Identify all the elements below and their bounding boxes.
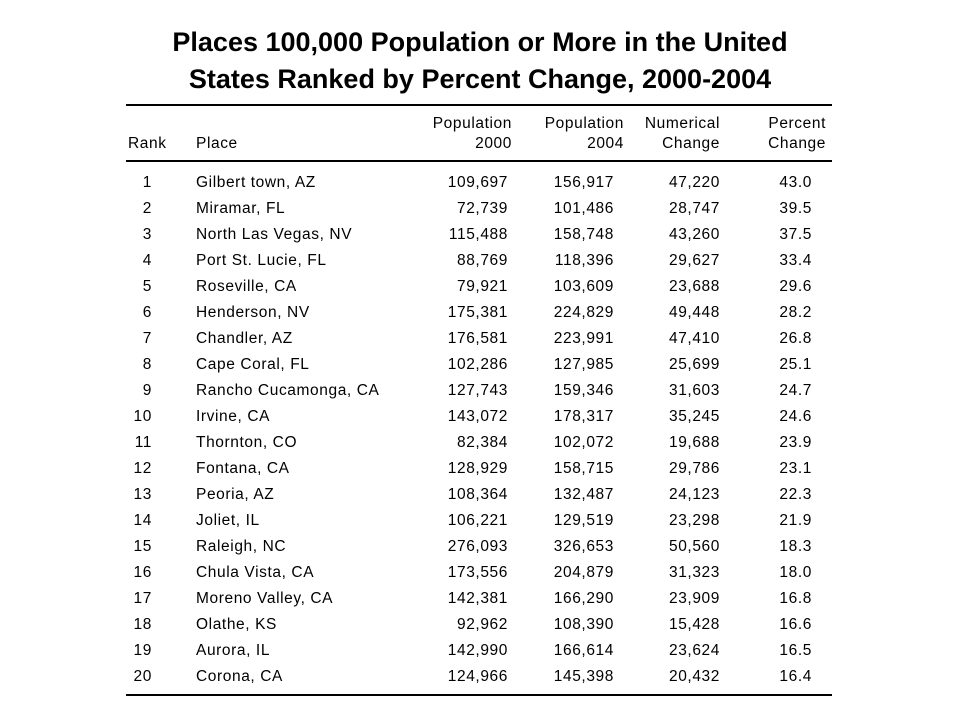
cell-population-2000: 142,381 <box>447 590 508 607</box>
cell-rank: 1 <box>142 174 152 191</box>
cell-numerical-change: 35,245 <box>668 408 720 425</box>
cell-population-2000: 128,929 <box>447 460 508 477</box>
cell-numerical-change: 28,747 <box>668 200 720 217</box>
header-numerical-change-line1: Numerical <box>644 115 720 132</box>
cell-rank: 7 <box>142 330 152 347</box>
cell-population-2004: 118,396 <box>554 252 614 269</box>
cell-population-2004: 127,985 <box>553 356 614 373</box>
table-row <box>0 614 960 640</box>
cell-population-2000: 124,966 <box>447 668 508 685</box>
header-population-2000 <box>433 114 512 154</box>
table-row <box>0 588 960 614</box>
cell-percent-change: 28.2 <box>779 304 812 321</box>
cell-population-2004: 204,879 <box>553 564 614 581</box>
cell-population-2000: 92,962 <box>456 616 508 633</box>
cell-numerical-change: 47,410 <box>668 330 720 347</box>
cell-rank: 10 <box>133 408 152 425</box>
cell-place: Irvine, CA <box>196 408 271 425</box>
cell-rank: 14 <box>133 512 152 529</box>
cell-percent-change: 18.3 <box>779 538 812 555</box>
cell-population-2000: 142,990 <box>447 642 508 659</box>
cell-place: Raleigh, NC <box>196 538 287 555</box>
cell-place: Gilbert town, AZ <box>196 174 316 191</box>
cell-percent-change: 18.0 <box>779 564 812 581</box>
cell-place: Joliet, IL <box>196 512 260 529</box>
header-place: Place <box>196 135 238 152</box>
cell-rank: 2 <box>142 200 152 217</box>
cell-population-2000: 72,739 <box>456 200 508 217</box>
table-row <box>0 328 960 354</box>
cell-population-2004: 224,829 <box>553 304 614 321</box>
cell-population-2000: 108,364 <box>447 486 508 503</box>
cell-place: Fontana, CA <box>196 460 290 477</box>
cell-population-2004: 103,609 <box>553 278 614 295</box>
cell-rank: 9 <box>142 382 152 399</box>
cell-percent-change: 16.6 <box>779 616 812 633</box>
table-row <box>0 406 960 432</box>
cell-numerical-change: 29,627 <box>668 252 720 269</box>
table-row <box>0 302 960 328</box>
cell-rank: 5 <box>142 278 152 295</box>
cell-population-2004: 108,390 <box>553 616 614 633</box>
cell-place: Roseville, CA <box>196 278 297 295</box>
cell-percent-change: 23.9 <box>779 434 812 451</box>
cell-population-2000: 88,769 <box>456 252 508 269</box>
cell-rank: 15 <box>133 538 152 555</box>
cell-population-2004: 166,614 <box>553 642 614 659</box>
cell-percent-change: 29.6 <box>779 278 812 295</box>
cell-numerical-change: 50,560 <box>668 538 720 555</box>
cell-rank: 13 <box>133 486 152 503</box>
table-row <box>0 510 960 536</box>
cell-population-2000: 143,072 <box>447 408 508 425</box>
cell-percent-change: 16.5 <box>779 642 812 659</box>
header-percent-change-line1: Percent <box>768 115 826 132</box>
table-row <box>0 250 960 276</box>
table-top-rule <box>126 104 832 106</box>
cell-percent-change: 21.9 <box>779 512 812 529</box>
table-row <box>0 380 960 406</box>
cell-rank: 18 <box>133 616 152 633</box>
cell-rank: 17 <box>133 590 152 607</box>
cell-population-2004: 159,346 <box>553 382 614 399</box>
cell-place: Henderson, NV <box>196 304 310 321</box>
table-row <box>0 666 960 692</box>
table-header-rule <box>126 160 832 162</box>
table-row <box>0 224 960 250</box>
page-title <box>0 24 960 98</box>
header-population-2004 <box>545 114 624 154</box>
cell-rank: 6 <box>142 304 152 321</box>
cell-percent-change: 23.1 <box>779 460 812 477</box>
cell-numerical-change: 23,624 <box>668 642 720 659</box>
cell-numerical-change: 15,428 <box>668 616 720 633</box>
cell-numerical-change: 43,260 <box>668 226 720 243</box>
cell-place: North Las Vegas, NV <box>196 226 353 243</box>
cell-percent-change: 26.8 <box>779 330 812 347</box>
header-population-2004-line2: 2004 <box>587 135 624 152</box>
cell-population-2004: 145,398 <box>553 668 614 685</box>
cell-population-2004: 178,317 <box>553 408 614 425</box>
header-numerical-change <box>645 114 720 154</box>
cell-rank: 20 <box>133 668 152 685</box>
cell-population-2000: 109,697 <box>447 174 508 191</box>
cell-percent-change: 24.6 <box>779 408 812 425</box>
header-percent-change-line2: Change <box>768 135 826 152</box>
cell-percent-change: 25.1 <box>779 356 812 373</box>
cell-population-2004: 132,487 <box>553 486 614 503</box>
cell-population-2000: 175,381 <box>447 304 508 321</box>
table-row <box>0 276 960 302</box>
cell-numerical-change: 20,432 <box>668 668 720 685</box>
header-percent-change <box>768 114 826 154</box>
cell-place: Aurora, IL <box>196 642 271 659</box>
table-row <box>0 432 960 458</box>
cell-place: Thornton, CO <box>196 434 298 451</box>
table-row <box>0 640 960 666</box>
cell-rank: 19 <box>133 642 152 659</box>
cell-numerical-change: 19,688 <box>668 434 720 451</box>
cell-population-2000: 115,488 <box>448 226 508 243</box>
cell-place: Chandler, AZ <box>196 330 293 347</box>
cell-percent-change: 22.3 <box>779 486 812 503</box>
cell-rank: 16 <box>133 564 152 581</box>
table-row <box>0 198 960 224</box>
cell-numerical-change: 31,603 <box>668 382 720 399</box>
cell-population-2000: 82,384 <box>456 434 508 451</box>
cell-population-2000: 79,921 <box>456 278 508 295</box>
cell-population-2004: 129,519 <box>553 512 614 529</box>
title-line-2: States Ranked by Percent Change, 2000-2004 <box>188 64 772 94</box>
cell-percent-change: 33.4 <box>779 252 812 269</box>
cell-rank: 8 <box>142 356 152 373</box>
table-row <box>0 484 960 510</box>
cell-numerical-change: 23,298 <box>668 512 720 529</box>
cell-rank: 11 <box>134 434 152 451</box>
cell-population-2004: 102,072 <box>553 434 614 451</box>
cell-numerical-change: 25,699 <box>668 356 720 373</box>
title-line-1: Places 100,000 Population or More in the United <box>172 27 788 57</box>
table-row <box>0 172 960 198</box>
cell-place: Miramar, FL <box>196 200 286 217</box>
cell-place: Port St. Lucie, FL <box>196 252 327 269</box>
cell-percent-change: 16.4 <box>779 668 812 685</box>
table-row <box>0 562 960 588</box>
cell-numerical-change: 23,688 <box>668 278 720 295</box>
cell-population-2004: 166,290 <box>553 590 614 607</box>
header-numerical-change-line2: Change <box>662 135 720 152</box>
cell-percent-change: 39.5 <box>779 200 812 217</box>
cell-percent-change: 24.7 <box>779 382 812 399</box>
cell-place: Peoria, AZ <box>196 486 275 503</box>
cell-numerical-change: 23,909 <box>668 590 720 607</box>
cell-percent-change: 16.8 <box>779 590 812 607</box>
cell-place: Cape Coral, FL <box>196 356 310 373</box>
cell-numerical-change: 49,448 <box>668 304 720 321</box>
cell-place: Chula Vista, CA <box>196 564 315 581</box>
cell-population-2004: 158,748 <box>553 226 614 243</box>
table-bottom-rule <box>126 694 832 696</box>
header-rank: Rank <box>128 135 167 152</box>
cell-place: Corona, CA <box>196 668 283 685</box>
cell-numerical-change: 24,123 <box>668 486 720 503</box>
cell-percent-change: 37.5 <box>779 226 812 243</box>
cell-population-2000: 276,093 <box>447 538 508 555</box>
cell-numerical-change: 29,786 <box>668 460 720 477</box>
table-body <box>0 172 960 692</box>
cell-population-2004: 326,653 <box>553 538 614 555</box>
cell-place: Rancho Cucamonga, CA <box>196 382 380 399</box>
cell-population-2004: 223,991 <box>553 330 614 347</box>
header-population-2000-line1: Population <box>432 115 512 132</box>
cell-population-2000: 106,221 <box>447 512 508 529</box>
table-row <box>0 354 960 380</box>
cell-numerical-change: 47,220 <box>668 174 720 191</box>
cell-numerical-change: 31,323 <box>668 564 720 581</box>
cell-population-2004: 101,486 <box>553 200 614 217</box>
table-row <box>0 458 960 484</box>
table-row <box>0 536 960 562</box>
cell-place: Olathe, KS <box>196 616 277 633</box>
cell-rank: 12 <box>133 460 152 477</box>
cell-rank: 4 <box>142 252 152 269</box>
cell-population-2000: 176,581 <box>447 330 508 347</box>
cell-population-2004: 158,715 <box>553 460 614 477</box>
cell-population-2000: 127,743 <box>447 382 508 399</box>
cell-rank: 3 <box>142 226 152 243</box>
cell-percent-change: 43.0 <box>779 174 812 191</box>
header-population-2004-line1: Population <box>544 115 624 132</box>
cell-population-2000: 102,286 <box>447 356 508 373</box>
cell-population-2004: 156,917 <box>553 174 614 191</box>
cell-place: Moreno Valley, CA <box>196 590 334 607</box>
header-population-2000-line2: 2000 <box>475 135 512 152</box>
cell-population-2000: 173,556 <box>447 564 508 581</box>
